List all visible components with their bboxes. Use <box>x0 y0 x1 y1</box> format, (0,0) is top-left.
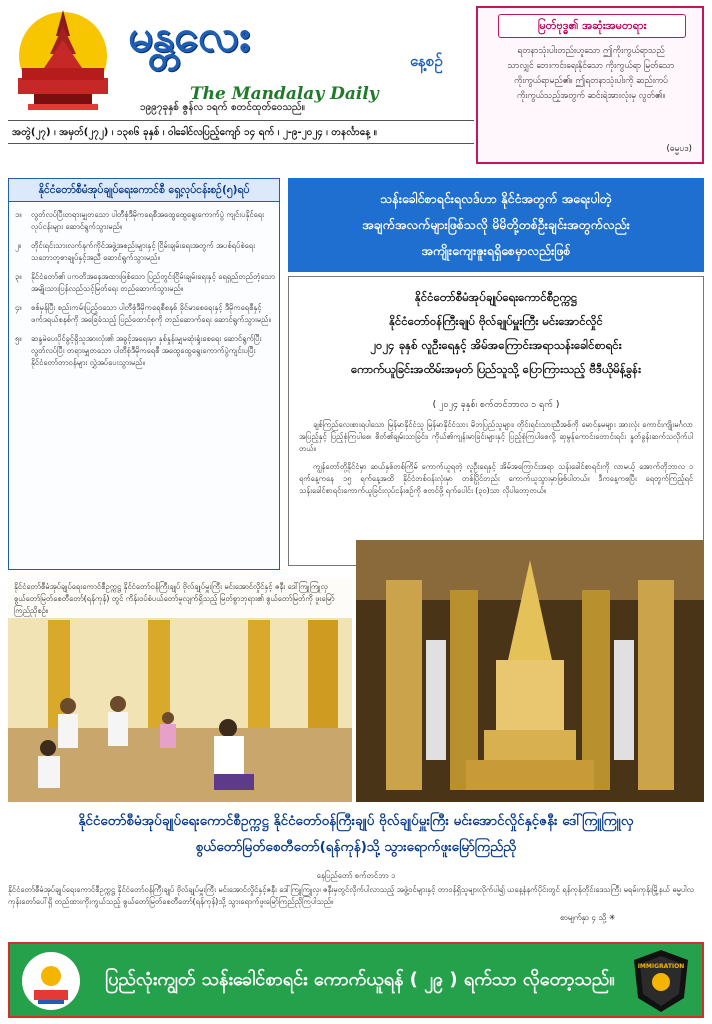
census-banner <box>288 178 704 272</box>
shrine-photo <box>356 540 704 802</box>
census-countdown-banner <box>8 942 704 1018</box>
palace-logo-icon <box>8 6 118 116</box>
list-item-text: လွတ်လပ်ပြီးတရားမျှတသော ပါတီစုံဒီမိုကရေစီအထွေထွေရွေးကောက်ပွဲ ကျင်းပနိုင်ရေးလုပ်ငန်းများ ဆောင်ရွက်သွားမည်။ <box>31 210 264 231</box>
notice-line: ကိုးကွယ်သည့်အတွက် ဆင်းရဲအားလုံးမှ လွတ်၏။ <box>516 91 666 101</box>
headline-line: ကောက်ယူခြင်းအထိမ်းအမှတ် ပြည်သူသို့ ပြောကြားသည့် ဗီဒီယိုမိန့်ခွန်း <box>350 362 642 376</box>
immigration-shield-icon <box>630 948 692 1014</box>
council-objectives-list <box>15 209 275 376</box>
list-item-text: တိုင်းရင်းသားလက်နက်ကိုင်အဖွဲ့အစည်းများနှင့် ငြိမ်းချမ်းရေးအတွက် အပစ်ရပ်စဲရေးသဘောတူစာချုပ်နှင့်အညီ ဆောင်ရွက်သွားမည်။ <box>31 241 256 262</box>
headline-line: စွယ်တော်မြတ်စေတီတော်(ရန်ကုန်)သို့ သွားရောက်ဖူးမြော်ကြည်ညို <box>195 839 517 855</box>
ceremony-photo <box>8 578 352 802</box>
notice-line: ရတနာသုံးပါးတည်းဟူသော ဤကိုးကွယ်ရာသည် <box>517 46 665 56</box>
list-item <box>15 302 275 326</box>
article-paragraph: ချစ်ကြည်လေးစားရပါသော မြန်မာနိုင်ငံသူ မြန်မာနိုင်ငံသား မိဘပြည်သူများ၊ တိုင်းရင်းသားညီအစ်ကို မောင်နှမများ အားလုံး ကောင်းကျိုးမင်္ဂလာအပြည့်နှင့် ပြည့်စုံကြပါစေ၊ စိတ်၏ချမ်းသာခြင်း၊ ကိုယ်၏ကျန်းမာခြင်းများနှင့် ပြည့်စုံကြပါစေလို့ ဆုမွန်ကောင်းတောင်းရင်း နှုတ်ခွန်းဆက်သလိုက်ပါတယ်။ <box>299 420 693 453</box>
list-item-text: စစ်မှန်ပြီး စည်းကမ်းပြည့်ဝသော ပါတီစုံဒီမိုကရေစီစနစ် ခိုင်မာစေရေးနှင့် ဒီမိုကရေစီနှင့် ဖက်ဒရယ်စနစ်ကို အခြေခံသည့် ပြည်ထောင်စုကို တည်ဆောက်ရေး ဆောင်ရွက်သွားမည်။ <box>31 303 271 324</box>
census-countdown-text: ပြည်လုံးကျွတ် သန်းခေါင်စာရင်း ကောက်ယူရန် ( ၂၉ ) ရက်သာ လိုတော့သည်။ <box>105 969 615 990</box>
masthead-title: မန္တလေး <box>128 11 250 62</box>
masthead-tagline: ၁၉၉၇ခုနှစ် ဇွန်လ ၁ရက် စတင်ထုတ်ဝေသည်။ <box>140 102 305 113</box>
lead-article <box>288 276 704 566</box>
notice-title: မြတ်ဗုဒ္ဓ၏ အဆုံးအမတရား <box>498 14 686 38</box>
banner-line: သန်းခေါင်စာရင်းရလဒ်ဟာ နိုင်ငံအတွက် အရေးပါတဲ့ <box>380 191 612 206</box>
list-item <box>15 271 275 295</box>
banner-line: အချက်အလက်များဖြစ်သလို မိမိတို့တစ်ဦးချင်းအတွက်လည်း <box>362 217 630 232</box>
immigration-logo-text: IMMIGRATION <box>637 963 685 970</box>
council-objectives-heading: နိုင်ငံတော်စီမံအုပ်ချုပ်ရေးကောင်စီ ရှေ့လုပ်ငန်းစဉ်(၅)ရပ် <box>9 179 279 202</box>
notice-body <box>488 44 694 104</box>
notice-line: ကိုးကွယ်ရာမည်၏။ ဤရတနာသုံးပါးကို ဆည်းကပ် <box>514 76 668 86</box>
dhamma-notice-box <box>476 6 704 164</box>
secondary-continued-link[interactable]: စာမျက်နှာ ၄ သို့ ✳ <box>560 913 616 922</box>
tooth-relic-shrine-photo <box>356 540 704 802</box>
headline-line: နိုင်ငံတော်ဝန်ကြီးချုပ် ဗိုလ်ချုပ်မှူးကြီး မင်းအောင်လှိုင် <box>389 314 603 328</box>
list-item-number: ၄။ <box>15 303 22 312</box>
council-objectives-box <box>8 178 280 570</box>
headline-line: နိုင်ငံတော်စီမံအုပ်ချုပ်ရေးကောင်စီဥက္ကဋ္ဌ <box>414 290 578 304</box>
headline-line: နိုင်ငံတော်စီမံအုပ်ချုပ်ရေးကောင်စီဥက္ကဋ္ဌ နိုင်ငံတော်ဝန်ကြီးချုပ် ဗိုလ်ချုပ်မှူးကြီး မင်းအောင်လှိုင်နှင့်ဇနီး ဒေါ်ကြူကြူလှ <box>78 813 634 829</box>
article-paragraph: ကျွန်တော်တို့နိုင်ငံမှာ ဆယ်နှစ်တစ်ကြိမ် ကောက်ယူရတဲ့ လူဦးရေနှင့် အိမ်အကြောင်းအရာ သန်းခေါင်စာရင်းကို လာမယ့် အောက်တိုဘာလ ၁ ရက်နေ့ကနေ ၁၅ ရက်နေ့အထိ နိုင်ငံတစ်ဝန်းလုံးမှာ တစ်ပြိုင်တည်း ကောက်ယူသွားမှာဖြစ်ပါတယ်။ ဒီကနေ့ကစပြီး ရေတွက်ကြည့်ရင် သန်းခေါင်စာရင်းကောက်ယူခြင်းလုပ်ငန်းစဉ်ကို စတင်ဖို့ ရက်ပေါင်း (၃၀)သာ လိုပါတော့တယ်။ <box>299 462 693 495</box>
article-date: ( ၂၀၂၄ ခုနှစ်၊ စက်တင်ဘာလ ၁ ရက် ) <box>432 400 560 410</box>
issue-dateline: အတွဲ(၂၇) ၊ အမှတ်(၂၇၂) ၊ ၁၃၈၆ ခုနှစ် ၊ ဝါခေါင်လပြည့်ကျော် ၁၄ ရက် ၊ ၂-၉-၂၀၂၄ ၊ တနင်္လာနေ့ ။ <box>8 120 474 144</box>
article-paragraph: နိုင်ငံတော်စီမံအုပ်ချုပ်ရေးကောင်စီဥက္ကဋ္ဌ နိုင်ငံတော်ဝန်ကြီးချုပ် ဗိုလ်ချုပ်မှူးကြီး မင်းအောင်လှိုင်နှင့်ဇနီး ဒေါ်ကြူကြူလှ၊ ဇနီးမှတွင်လိုက်ပါလာသည့် အဖွဲ့ဝင်များနှင့် တာဝန်ရှိသူများလိုက်ပါ၍ ယနေ့နံနက်ပိုင်းတွင် ရန်ကုန်တိုင်းဒေသကြီး မရမ်းကုန်းမြို့နယ် ဓမ္မပါလကုန်းတော်ပေါ်ရှိ တည်ထားကိုးကွယ်သည့် စွယ်တော်မြတ်စေတီတော်(ရန်ကုန်)သို့ သွားရောက်ဖူးမြော်ကြည်ညိုကြပါသည်။ <box>8 885 694 906</box>
article-body <box>299 419 693 503</box>
list-item-text: ဆန္ဒမဲပေးပိုင်ခွင့်ရှိသူအားလုံး၏ အခွင့်အရေးမှာ နှစ်နှုန်းမျှမဆုံးရှုံးစေရေး ဆောင်ရွက်ပြီး လွတ်လပ်ပြီး တရားမျှတသော ပါတီစုံဒီမိုကရေစီ အထွေထွေရွေးကောက်ပွဲကျင်းပပြီး နိုင်ငံတော်တာဝန်များ လွှဲအပ်ပေးသွားမည်။ <box>31 334 262 367</box>
article-headline <box>289 277 703 381</box>
list-item <box>15 209 275 233</box>
secondary-article <box>8 870 704 908</box>
list-item-number: ၅။ <box>15 334 22 343</box>
list-item-number: ၃။ <box>15 272 22 281</box>
list-item <box>15 333 275 369</box>
list-item <box>15 240 275 264</box>
masthead-subtitle: နေ့စဉ် <box>410 52 443 70</box>
census-logo-icon <box>20 950 82 1012</box>
list-item-text: နိုင်ငံတော်၏ ပကတိအနေအထားဖြစ်သော ပြည်တွင်းငြိမ်းချမ်းရေးနှင့် ရေရှည်တည်တံ့သော အမျိုးသားပြန်လည်သင့်မြတ်ရေး တည်ဆောက်သွားမည်။ <box>31 272 275 293</box>
list-item-number: ၁။ <box>15 210 22 219</box>
notice-source: (ဓမ္မပဒ) <box>666 144 692 154</box>
headline-line: ၂၀၂၄ ခုနှစ် လူဦးရေနှင့် အိမ်အကြောင်းအရာသန်းခေါင်စာရင်း <box>370 338 622 352</box>
banner-line: အကျိုးကျေးဇူးရရှိစေမှာလည်းဖြစ် <box>421 243 571 258</box>
masthead-title-english: The Mandalay Daily <box>190 84 379 104</box>
article-byline: နေပြည်တော် စက်တင်ဘာ ၁ <box>316 871 396 880</box>
secondary-headline <box>8 808 704 860</box>
notice-line: သာလျှင် ဘေးကင်းရေးနိုင်သော ကိုးကွယ်ရာ မြတ်သော <box>507 61 675 71</box>
photo-caption: နိုင်ငံတော်စီမံအုပ်ချုပ်ရေးကောင်စီဥက္ကဋ္ဌ နိုင်ငံတော်ဝန်ကြီးချုပ် ဗိုလ်ချုပ်မှူးကြီး မင်းအောင်လှိုင်နှင့် ဇနီး ဒေါ်ကြူကြူလှ စွယ်တော်မြတ်စေတီတော်(ရန်ကုန်) တွင် ကိန်းဝပ်စံပယ်တော်မူလျက်ရှိသည့် မြတ်စွာဘုရား၏ စွယ်တော်မြတ်ကို ဖူးမြော်ကြည်ညိုစဉ်။ <box>8 578 352 618</box>
list-item-number: ၂။ <box>15 241 22 250</box>
